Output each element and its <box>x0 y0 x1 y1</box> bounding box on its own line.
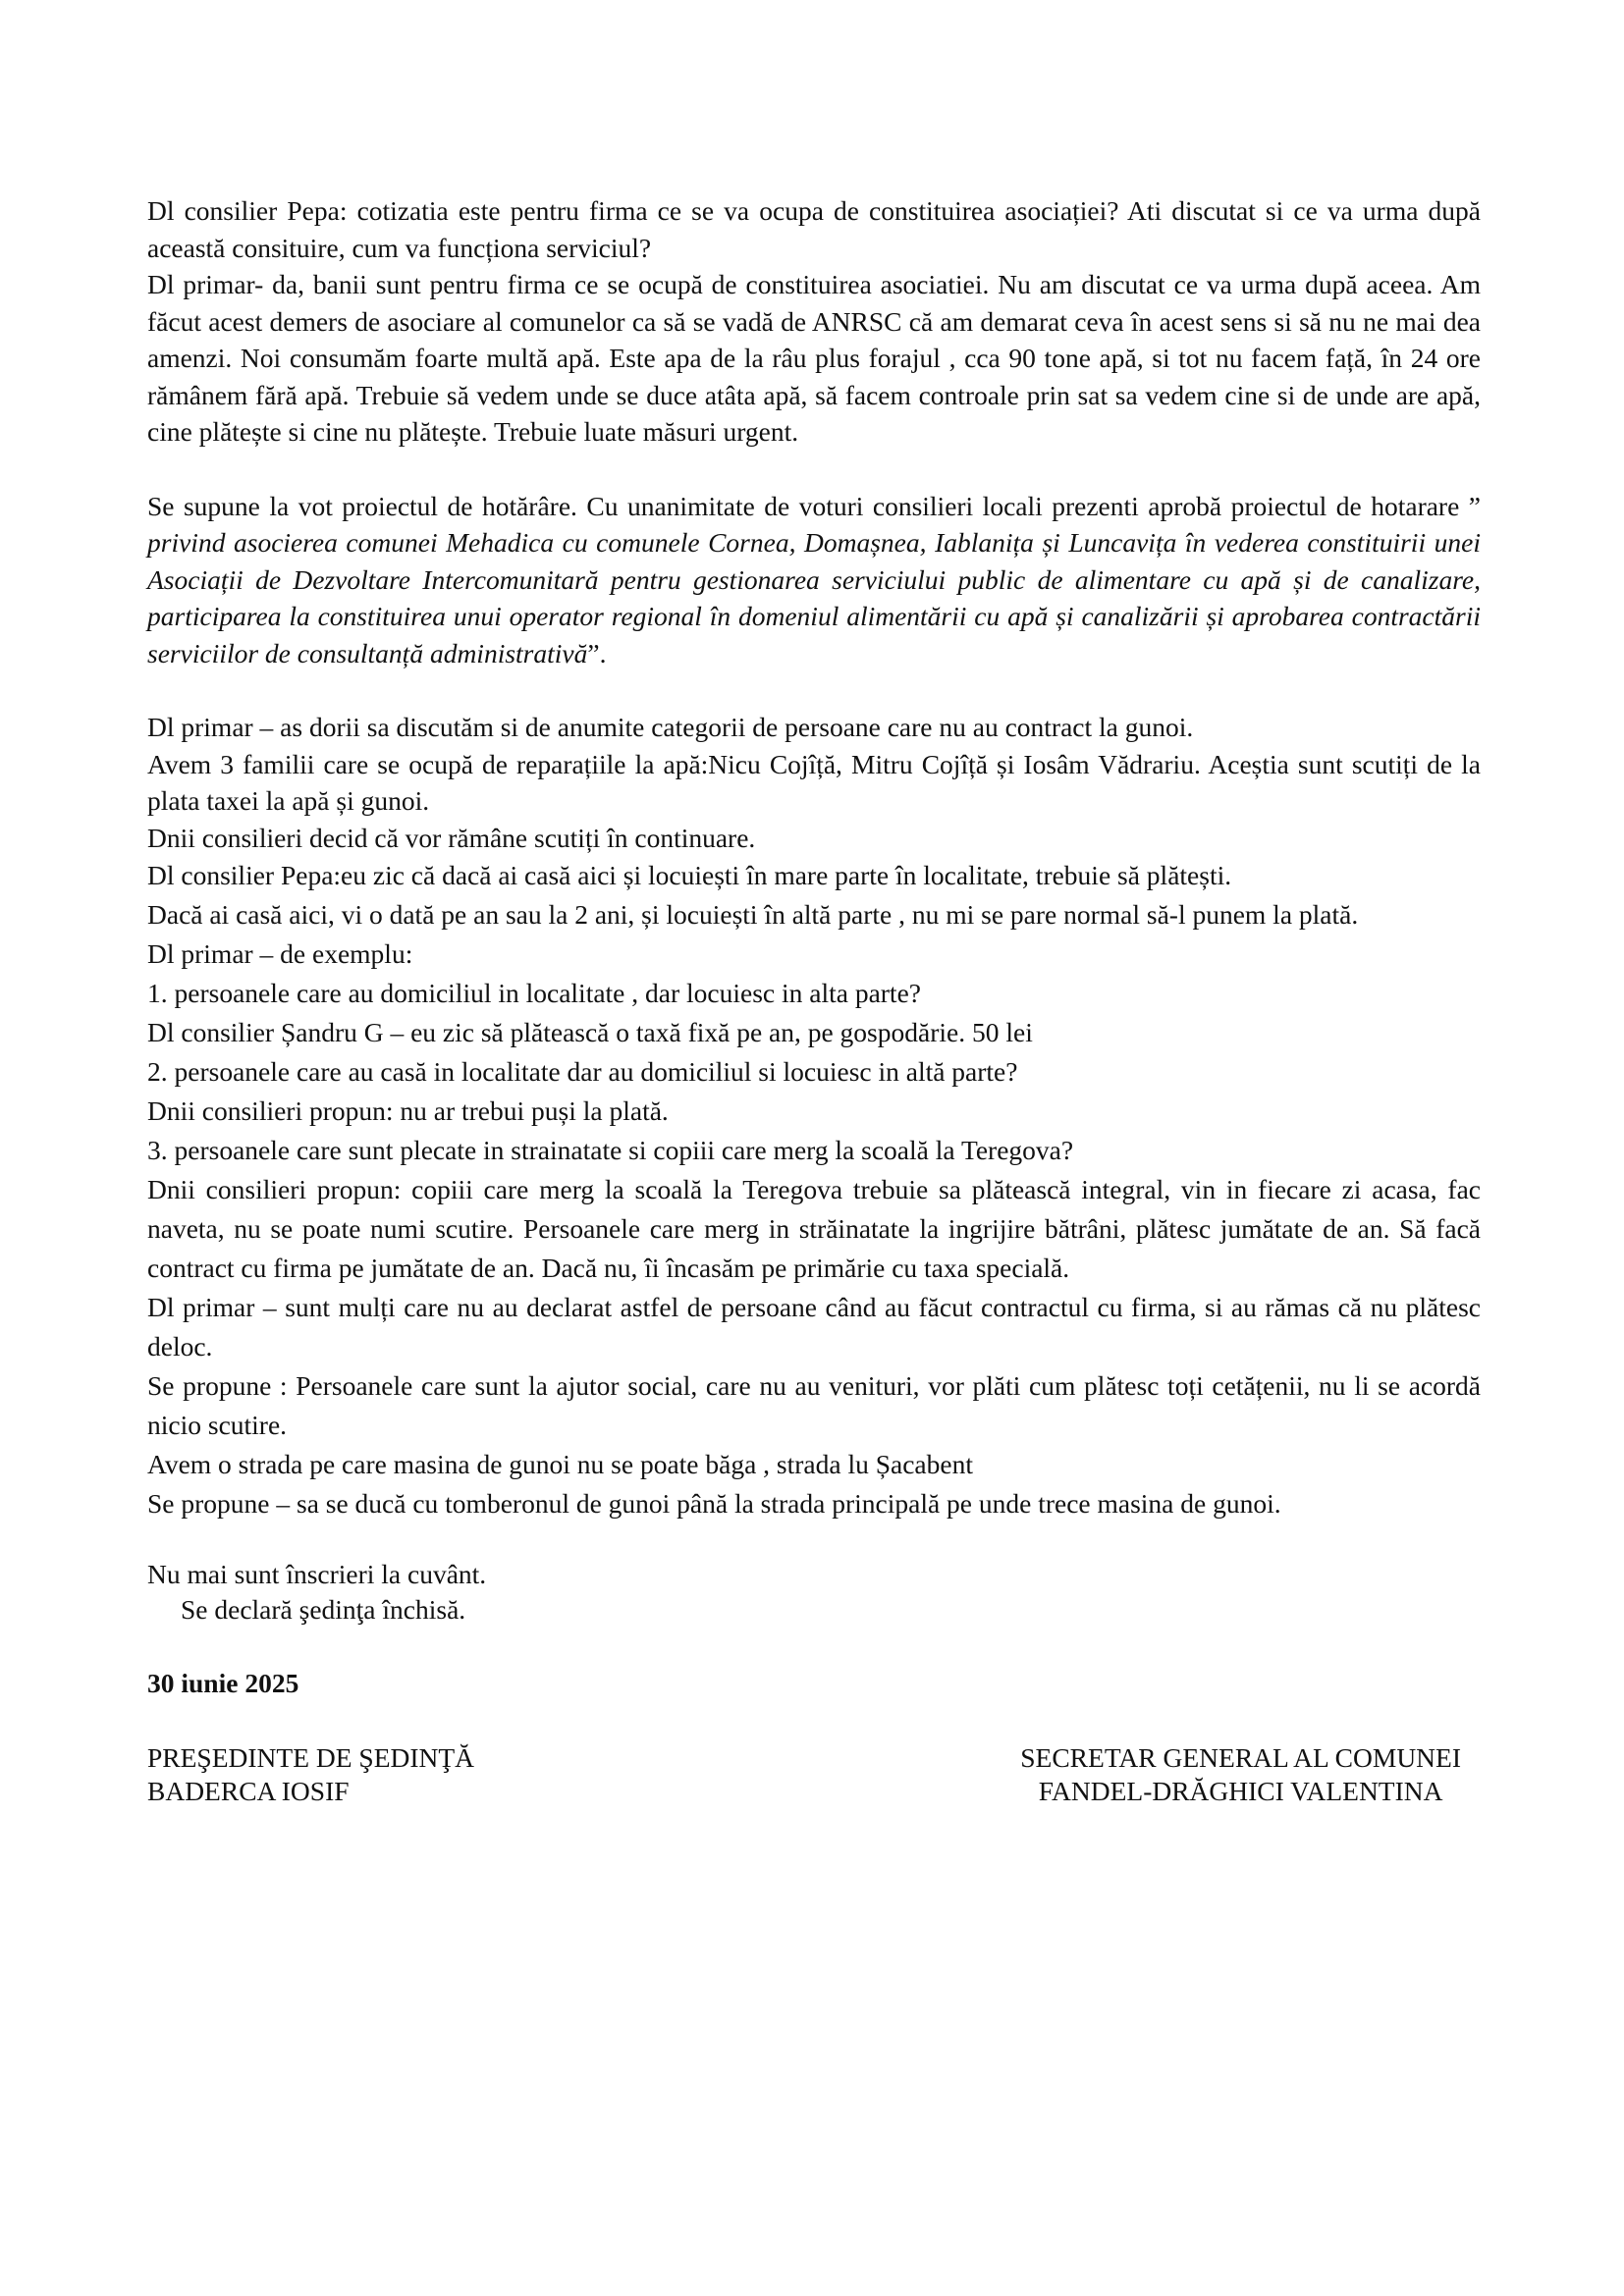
signature-president <box>147 1741 474 1808</box>
question-item-3: 3. persoanele care sunt plecate in strainatate si copiii care merg la scoală la Teregova? <box>147 1135 1074 1165</box>
paragraph-mayor-answer: Dl primar- da, banii sunt pentru firma ce se ocupă de constituirea asociatiei. Nu am discutat ce va urma după aceea. Am făcut acest demers de asociare al comunelor ca să se vadă de ANRSC că am demarat ceva în acest sens si să nu ne mai dea amenzi. Noi consumăm foarte multă apă. Este apa de la râu plus forajul , cca 90 tone apă, si tot nu facem față, în 24 ore rămânem fără apă. Trebuie să vedem unde se duce atâta apă, să facem controale prin sat sa vedem cine si de unde are apă, cine plătește si cine nu plătește. Trebuie luate măsuri urgent. <box>147 269 1481 447</box>
document-date: 30 iunie 2025 <box>147 1668 299 1698</box>
discussion-line: Dnii consilieri decid că vor rămâne scutiți în continuare. <box>147 822 756 853</box>
discussion-line: Avem 3 familii care se ocupă de reparațiile la apă:Nicu Cojîță, Mitru Cojîță și Iosâm Vădrariu. Aceștia sunt scutiți de la plata taxei la apă și gunoi. <box>147 748 1481 816</box>
discussion-line: Dl primar – as dorii sa discutăm si de anumite categorii de persoane care nu au contract la gunoi. <box>147 712 1194 742</box>
spacer <box>147 1628 1481 1665</box>
discussion-line: Dl consilier Pepa:eu zic că dacă ai casă aici și locuiești în mare parte în localitate, trebuie să plătești. <box>147 860 1232 890</box>
discussion-line: Dl primar – de exemplu: <box>147 938 413 969</box>
no-more-speakers: Nu mai sunt înscrieri la cuvânt. <box>147 1559 487 1589</box>
discussion-line: Avem o strada pe care masina de gunoi nu se poate băga , strada lu Șacabent <box>147 1449 973 1479</box>
discussion-line: Se propune : Persoanele care sunt la ajutor social, care nu au venituri, vor plăti cum plătesc toți cetățenii, nu li se acordă nicio scutire. <box>147 1370 1481 1440</box>
signature-block <box>147 1741 1481 1808</box>
discussion-line: Dl primar – sunt mulți care nu au declarat astfel de persoane când au făcut contractul cu firma, si au rămas că nu plătesc deloc. <box>147 1292 1481 1362</box>
signature-secretary-name: FANDEL-DRĂGHICI VALENTINA <box>1038 1775 1443 1806</box>
discussion-line: Dnii consilieri propun: nu ar trebui puși la plată. <box>147 1095 669 1126</box>
signature-secretary-title: SECRETAR GENERAL AL COMUNEI <box>1020 1741 1461 1773</box>
signature-secretary <box>1020 1741 1461 1808</box>
spacer <box>147 451 1481 488</box>
project-title: privind asocierea comunei Mehadica cu comunele Cornea, Domașnea, Iablanița și Luncavița în vederea constituirii unei Asociații de Dezvoltare Intercomunitară pentru gestionarea serviciului public de alimentare cu apă și de canalizare, participarea la constituirea unui operator regional în domeniul alimentării cu apă și canalizării și aprobarea contractării serviciilor de consultanță administrativă <box>147 527 1481 668</box>
vote-intro: Se supune la vot proiectul de hotărâre. Cu unanimitate de voturi consilieri locali prezenti aprobă proiectul de hotarare ” <box>147 490 1481 521</box>
signature-president-title: PREŞEDINTE DE ŞEDINŢĂ <box>147 1741 475 1773</box>
discussion-line: Dnii consilieri propun: copiii care merg la scoală la Teregova trebuie sa plătească integral, vin in fiecare zi acasa, fac naveta, nu se poate numi scutire. Persoanele care merg in străinatate la ingrijire bătrâni, plătesc jumătate de an. Să facă contract cu firma pe jumătate de an. Dacă nu, îi încasăm pe primărie cu taxa specială. <box>147 1174 1481 1283</box>
paragraph-vote <box>147 488 1481 672</box>
question-item-1: 1. persoanele care au domiciliul in localitate , dar locuiesc in alta parte? <box>147 978 921 1008</box>
question-item-2: 2. persoanele care au casă in localitate dar au domiciliul si locuiesc in altă parte? <box>147 1056 1018 1087</box>
discussion-line: Dl consilier Șandru G – eu zic să plătească o taxă fixă pe an, pe gospodărie. 50 lei <box>147 1017 1033 1047</box>
paragraph-councilor-pepa-question: Dl consilier Pepa: cotizatia este pentru firma ce se va ocupa de constituirea asociației? Ati discutat si ce va urma după această consituire, cum va funcționa serviciul? <box>147 195 1481 263</box>
document-page <box>147 192 1481 1808</box>
spacer <box>147 671 1481 709</box>
signature-president-name: BADERCA IOSIF <box>147 1775 350 1806</box>
discussion-line: Se propune – sa se ducă cu tomberonul de gunoi până la strada principală pe unde trece masina de gunoi. <box>147 1488 1281 1519</box>
vote-closing: ”. <box>587 637 607 668</box>
spacer <box>147 1523 1481 1557</box>
discussion-line: Dacă ai casă aici, vi o dată pe an sau la 2 ani, și locuiești în altă parte , nu mi se pare normal să-l punem la plată. <box>147 899 1359 930</box>
spacer <box>147 1702 1481 1741</box>
meeting-closed: Se declară şedinţa închisă. <box>181 1594 466 1625</box>
